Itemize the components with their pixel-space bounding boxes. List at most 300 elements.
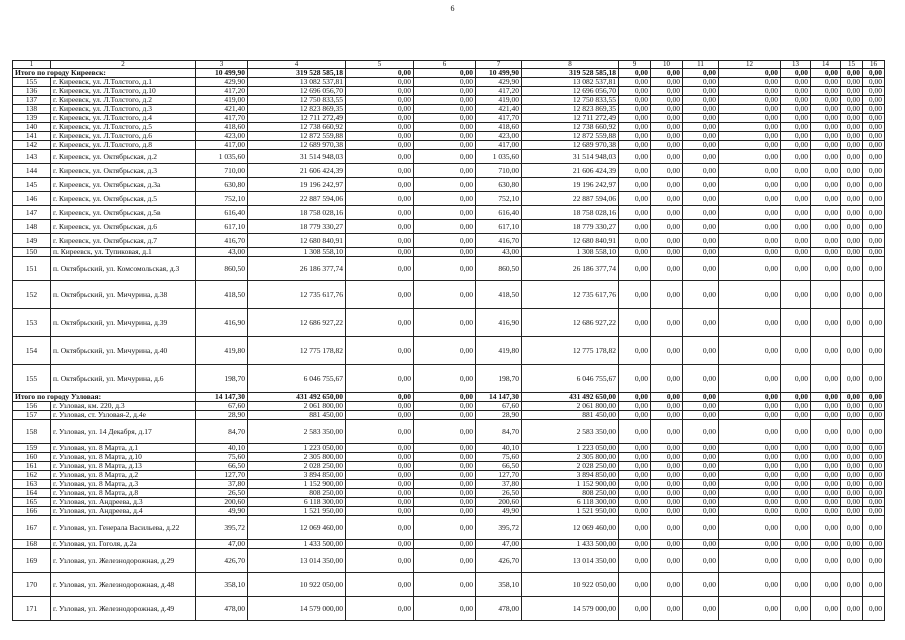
value-cell: 0,00 [683,309,719,337]
value-cell: 198,70 [476,365,522,393]
value-cell: 0,00 [619,150,651,164]
value-cell: 47,00 [476,540,522,549]
value-cell: 0,00 [841,489,863,498]
value-cell: 0,00 [346,132,414,141]
value-cell: 0,00 [811,309,841,337]
address-cell: г. Киреевск, ул. Октябрьская, д.2 [51,150,196,164]
table-row [13,164,885,178]
value-cell: 419,00 [196,96,248,105]
value-cell: 0,00 [719,206,781,220]
value-cell: 417,70 [196,114,248,123]
table-row [13,114,885,123]
value-cell: 43,00 [476,248,522,257]
value-cell: 0,00 [683,420,719,444]
value-cell: 0,00 [683,480,719,489]
value-cell: 0,00 [863,453,885,462]
table-row [13,281,885,309]
value-cell: 12 711 272,49 [522,114,619,123]
value-cell: 0,00 [683,516,719,540]
address-cell: г. Киреевск, ул. Октябрьская, д.5 [51,192,196,206]
value-cell: 0,00 [619,114,651,123]
value-cell: 0,00 [346,402,414,411]
value-cell: 31 514 948,03 [522,150,619,164]
value-cell: 752,10 [196,192,248,206]
value-cell: 0,00 [811,206,841,220]
value-cell: 14 579 000,00 [522,597,619,621]
value-cell: 1 152 900,00 [248,480,346,489]
value-cell: 0,00 [346,365,414,393]
address-cell: г. Узловая, км. 220, д.3 [51,402,196,411]
value-cell: 37,80 [476,480,522,489]
value-cell: 0,00 [781,489,811,498]
value-cell: 0,00 [414,69,476,78]
value-cell: 40,10 [196,444,248,453]
value-cell: 0,00 [863,220,885,234]
value-cell: 0,00 [811,597,841,621]
value-cell: 0,00 [719,411,781,420]
value-cell: 0,00 [414,365,476,393]
row-number: 169 [13,549,51,573]
value-cell: 13 082 537,81 [522,78,619,87]
value-cell: 0,00 [651,462,683,471]
value-cell: 12 689 970,38 [522,141,619,150]
value-cell: 0,00 [414,453,476,462]
value-cell: 0,00 [781,114,811,123]
value-cell: 808 250,00 [248,489,346,498]
value-cell: 0,00 [781,69,811,78]
value-cell: 13 014 350,00 [248,549,346,573]
value-cell: 0,00 [863,573,885,597]
register-table [12,60,885,621]
value-cell: 0,00 [811,248,841,257]
value-cell: 0,00 [841,420,863,444]
value-cell: 0,00 [414,489,476,498]
value-cell: 0,00 [841,150,863,164]
value-cell: 0,00 [719,337,781,365]
value-cell: 1 223 050,00 [522,444,619,453]
value-cell: 0,00 [781,78,811,87]
value-cell: 1 433 500,00 [248,540,346,549]
value-cell: 0,00 [811,132,841,141]
value-cell: 19 196 242,97 [248,178,346,192]
value-cell: 0,00 [346,573,414,597]
value-cell: 426,70 [476,549,522,573]
address-cell: г. Узловая, ул. 14 Декабря, д.17 [51,420,196,444]
value-cell: 14 147,30 [476,393,522,402]
value-cell: 0,00 [841,393,863,402]
value-cell: 0,00 [863,105,885,114]
value-cell: 881 450,00 [248,411,346,420]
value-cell: 10 922 050,00 [248,573,346,597]
value-cell: 0,00 [619,453,651,462]
value-cell: 0,00 [683,462,719,471]
value-cell: 0,00 [811,402,841,411]
value-cell: 0,00 [781,164,811,178]
table-row [13,411,885,420]
table-row [13,248,885,257]
table-row [13,141,885,150]
value-cell: 616,40 [476,206,522,220]
value-cell: 0,00 [651,178,683,192]
value-cell: 0,00 [683,123,719,132]
value-cell: 0,00 [841,132,863,141]
row-number: 157 [13,411,51,420]
value-cell: 0,00 [683,164,719,178]
value-cell: 0,00 [811,489,841,498]
table-row [13,489,885,498]
value-cell: 0,00 [346,234,414,248]
value-cell: 0,00 [719,597,781,621]
value-cell: 0,00 [346,114,414,123]
value-cell: 0,00 [619,549,651,573]
value-cell: 0,00 [619,462,651,471]
column-number: 6 [414,61,476,69]
value-cell: 0,00 [841,573,863,597]
value-cell: 0,00 [841,234,863,248]
column-number: 12 [719,61,781,69]
value-cell: 0,00 [719,96,781,105]
value-cell: 43,00 [196,248,248,257]
column-number: 14 [811,61,841,69]
value-cell: 0,00 [863,96,885,105]
value-cell: 0,00 [414,281,476,309]
value-cell: 0,00 [651,597,683,621]
value-cell: 0,00 [414,257,476,281]
row-number: 147 [13,206,51,220]
value-cell: 0,00 [811,220,841,234]
value-cell: 0,00 [841,540,863,549]
value-cell: 0,00 [781,192,811,206]
table-row [13,597,885,621]
table-row [13,365,885,393]
value-cell: 0,00 [619,471,651,480]
value-cell: 0,00 [841,178,863,192]
table-row [13,105,885,114]
value-cell: 0,00 [683,540,719,549]
value-cell: 12 775 178,82 [248,337,346,365]
value-cell: 0,00 [651,220,683,234]
value-cell: 0,00 [683,78,719,87]
table-row [13,132,885,141]
value-cell: 0,00 [414,132,476,141]
value-cell: 0,00 [781,471,811,480]
column-number: 16 [863,61,885,69]
value-cell: 0,00 [346,444,414,453]
value-cell: 0,00 [841,105,863,114]
value-cell: 0,00 [841,248,863,257]
row-number: 137 [13,96,51,105]
value-cell: 0,00 [619,105,651,114]
table-row [13,309,885,337]
value-cell: 12 735 617,76 [522,281,619,309]
value-cell: 0,00 [346,480,414,489]
value-cell: 0,00 [719,480,781,489]
column-number: 1 [13,61,51,69]
value-cell: 0,00 [781,150,811,164]
value-cell: 881 450,00 [522,411,619,420]
column-number: 10 [651,61,683,69]
value-cell: 0,00 [719,402,781,411]
value-cell: 200,60 [196,498,248,507]
value-cell: 0,00 [651,365,683,393]
value-cell: 0,00 [651,549,683,573]
value-cell: 0,00 [619,78,651,87]
value-cell: 0,00 [811,123,841,132]
value-cell: 0,00 [619,365,651,393]
value-cell: 0,00 [414,192,476,206]
value-cell: 421,40 [196,105,248,114]
value-cell: 21 606 424,39 [522,164,619,178]
table-row [13,516,885,540]
address-cell: г. Узловая, ул. Гоголя, д.2а [51,540,196,549]
value-cell: 0,00 [346,123,414,132]
value-cell: 198,70 [196,365,248,393]
value-cell: 0,00 [651,573,683,597]
value-cell: 0,00 [683,489,719,498]
row-number: 166 [13,507,51,516]
value-cell: 418,50 [476,281,522,309]
value-cell: 0,00 [651,281,683,309]
address-cell: п. Октябрьский, ул. Комсомольская, д.3 [51,257,196,281]
value-cell: 0,00 [619,123,651,132]
value-cell: 0,00 [841,516,863,540]
value-cell: 416,90 [196,309,248,337]
value-cell: 0,00 [811,164,841,178]
row-number: 163 [13,480,51,489]
value-cell: 0,00 [811,337,841,365]
row-number: 141 [13,132,51,141]
value-cell: 478,00 [196,597,248,621]
value-cell: 417,20 [476,87,522,96]
value-cell: 28,90 [476,411,522,420]
value-cell: 860,50 [476,257,522,281]
value-cell: 1 152 900,00 [522,480,619,489]
value-cell: 0,00 [619,393,651,402]
value-cell: 0,00 [414,234,476,248]
address-cell: г. Узловая, ул. 8 Марта, д.1 [51,444,196,453]
value-cell: 0,00 [651,489,683,498]
value-cell: 0,00 [863,498,885,507]
value-cell: 0,00 [863,69,885,78]
value-cell: 0,00 [683,132,719,141]
value-cell: 0,00 [346,87,414,96]
value-cell: 1 433 500,00 [522,540,619,549]
value-cell: 14 147,30 [196,393,248,402]
table-row [13,178,885,192]
value-cell: 0,00 [863,420,885,444]
value-cell: 12 823 869,35 [522,105,619,114]
value-cell: 0,00 [811,114,841,123]
value-cell: 2 305 800,00 [248,453,346,462]
value-cell: 0,00 [683,281,719,309]
value-cell: 0,00 [863,234,885,248]
value-cell: 0,00 [841,549,863,573]
value-cell: 1 035,60 [476,150,522,164]
value-cell: 26,50 [476,489,522,498]
table-row [13,471,885,480]
value-cell: 37,80 [196,480,248,489]
value-cell: 0,00 [811,365,841,393]
value-cell: 0,00 [651,402,683,411]
row-number: 149 [13,234,51,248]
value-cell: 0,00 [683,365,719,393]
total-row [13,69,885,78]
value-cell: 18 758 028,16 [522,206,619,220]
row-number: 146 [13,192,51,206]
value-cell: 0,00 [781,402,811,411]
value-cell: 0,00 [683,220,719,234]
value-cell: 418,60 [476,123,522,132]
value-cell: 0,00 [781,444,811,453]
value-cell: 0,00 [619,192,651,206]
address-cell: г. Узловая, ул. Железнодорожная, д.48 [51,573,196,597]
value-cell: 0,00 [651,540,683,549]
value-cell: 0,00 [651,192,683,206]
value-cell: 0,00 [651,411,683,420]
value-cell: 0,00 [719,105,781,114]
total-label: Итого по городу Узловая: [13,393,196,402]
table-row [13,507,885,516]
value-cell: 808 250,00 [522,489,619,498]
value-cell: 0,00 [781,480,811,489]
value-cell: 0,00 [841,402,863,411]
value-cell: 431 492 650,00 [522,393,619,402]
value-cell: 0,00 [811,540,841,549]
value-cell: 0,00 [414,471,476,480]
value-cell: 12 735 617,76 [248,281,346,309]
column-number: 11 [683,61,719,69]
value-cell: 28,90 [196,411,248,420]
value-cell: 0,00 [863,507,885,516]
value-cell: 6 118 300,00 [522,498,619,507]
address-cell: г. Узловая, ул. 8 Марта, д.8 [51,489,196,498]
value-cell: 0,00 [346,178,414,192]
value-cell: 426,70 [196,549,248,573]
value-cell: 0,00 [841,69,863,78]
value-cell: 0,00 [619,178,651,192]
value-cell: 2 583 350,00 [522,420,619,444]
value-cell: 0,00 [811,411,841,420]
row-number: 158 [13,420,51,444]
value-cell: 418,50 [196,281,248,309]
value-cell: 2 028 250,00 [522,462,619,471]
value-cell: 0,00 [811,87,841,96]
value-cell: 19 196 242,97 [522,178,619,192]
value-cell: 0,00 [414,573,476,597]
value-cell: 0,00 [619,248,651,257]
value-cell: 0,00 [651,507,683,516]
value-cell: 0,00 [781,206,811,220]
value-cell: 0,00 [651,309,683,337]
value-cell: 617,10 [476,220,522,234]
value-cell: 0,00 [619,540,651,549]
value-cell: 1 521 950,00 [522,507,619,516]
value-cell: 0,00 [811,480,841,489]
value-cell: 0,00 [863,411,885,420]
value-cell: 0,00 [781,393,811,402]
value-cell: 0,00 [619,257,651,281]
value-cell: 0,00 [619,597,651,621]
value-cell: 0,00 [683,248,719,257]
row-number: 168 [13,540,51,549]
value-cell: 0,00 [619,309,651,337]
value-cell: 0,00 [651,87,683,96]
value-cell: 75,60 [476,453,522,462]
table-row [13,402,885,411]
value-cell: 49,90 [196,507,248,516]
value-cell: 0,00 [863,257,885,281]
value-cell: 0,00 [414,87,476,96]
value-cell: 0,00 [719,248,781,257]
value-cell: 0,00 [651,444,683,453]
value-cell: 0,00 [863,206,885,220]
value-cell: 0,00 [719,141,781,150]
value-cell: 0,00 [651,248,683,257]
address-cell: п. Киреевск, ул. Тупиковая, д.1 [51,248,196,257]
value-cell: 478,00 [476,597,522,621]
value-cell: 0,00 [811,150,841,164]
value-cell: 12 872 559,88 [248,132,346,141]
value-cell: 0,00 [651,123,683,132]
value-cell: 0,00 [414,220,476,234]
value-cell: 0,00 [651,132,683,141]
value-cell: 0,00 [683,141,719,150]
value-cell: 423,00 [476,132,522,141]
value-cell: 0,00 [683,402,719,411]
value-cell: 0,00 [811,281,841,309]
value-cell: 358,10 [476,573,522,597]
address-cell: п. Октябрьский, ул. Мичурина, д.40 [51,337,196,365]
value-cell: 0,00 [683,444,719,453]
value-cell: 0,00 [811,453,841,462]
address-cell: г. Киреевск, ул. Л.Толстого, д.6 [51,132,196,141]
value-cell: 0,00 [346,257,414,281]
value-cell: 0,00 [414,114,476,123]
value-cell: 0,00 [841,444,863,453]
value-cell: 10 922 050,00 [522,573,619,597]
value-cell: 0,00 [414,248,476,257]
address-cell: г. Киреевск, ул. Октябрьская, д.5в [51,206,196,220]
value-cell: 0,00 [781,309,811,337]
value-cell: 0,00 [781,540,811,549]
value-cell: 0,00 [414,78,476,87]
value-cell: 6 118 300,00 [248,498,346,507]
value-cell: 0,00 [841,114,863,123]
row-number: 164 [13,489,51,498]
value-cell: 0,00 [651,420,683,444]
value-cell: 0,00 [841,507,863,516]
row-number: 136 [13,87,51,96]
row-number: 170 [13,573,51,597]
value-cell: 127,70 [476,471,522,480]
value-cell: 0,00 [683,597,719,621]
value-cell: 0,00 [619,411,651,420]
value-cell: 0,00 [719,420,781,444]
value-cell: 0,00 [346,141,414,150]
value-cell: 0,00 [719,471,781,480]
value-cell: 0,00 [781,516,811,540]
value-cell: 0,00 [619,402,651,411]
value-cell: 0,00 [781,507,811,516]
value-cell: 0,00 [619,498,651,507]
value-cell: 0,00 [346,150,414,164]
value-cell: 0,00 [346,220,414,234]
value-cell: 0,00 [719,87,781,96]
row-number: 155 [13,78,51,87]
value-cell: 0,00 [683,453,719,462]
value-cell: 0,00 [346,498,414,507]
value-cell: 0,00 [414,206,476,220]
